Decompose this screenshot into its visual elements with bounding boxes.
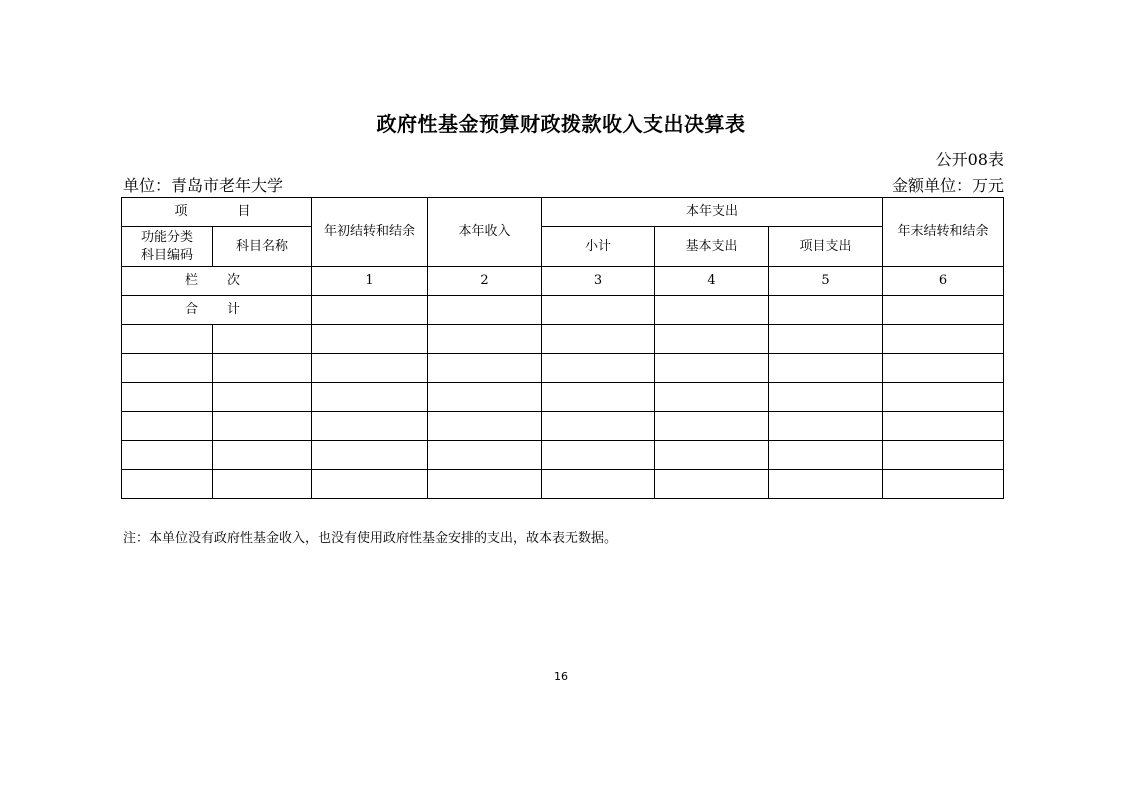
table-cell bbox=[883, 441, 1004, 470]
table-cell bbox=[312, 441, 428, 470]
table-row bbox=[122, 383, 1004, 412]
table-cell bbox=[312, 470, 428, 499]
table-row bbox=[122, 354, 1004, 383]
table-cell bbox=[769, 354, 883, 383]
column-index-cell: 6 bbox=[883, 267, 1004, 296]
table-cell bbox=[769, 412, 883, 441]
table-cell bbox=[122, 470, 213, 499]
table-cell bbox=[883, 412, 1004, 441]
table-cell bbox=[312, 325, 428, 354]
total-label: 合 计 bbox=[122, 296, 312, 325]
table-cell bbox=[428, 470, 542, 499]
table-cell bbox=[769, 383, 883, 412]
table-cell bbox=[655, 412, 769, 441]
column-index-cell: 3 bbox=[542, 267, 655, 296]
table-cell bbox=[213, 470, 312, 499]
table-cell bbox=[883, 470, 1004, 499]
table-cell bbox=[769, 470, 883, 499]
table-cell bbox=[883, 383, 1004, 412]
table-cell bbox=[428, 441, 542, 470]
table-cell bbox=[542, 412, 655, 441]
table-cell bbox=[122, 441, 213, 470]
blank-rows bbox=[122, 325, 1004, 499]
header-project-expense: 项目支出 bbox=[769, 227, 883, 267]
total-cell bbox=[883, 296, 1004, 325]
table-cell bbox=[213, 354, 312, 383]
table-cell bbox=[542, 441, 655, 470]
table-cell bbox=[655, 325, 769, 354]
table-cell bbox=[428, 354, 542, 383]
total-cell bbox=[542, 296, 655, 325]
column-index-row bbox=[122, 267, 1004, 296]
header-expense: 本年支出 bbox=[542, 198, 883, 227]
header-closing-balance: 年末结转和结余 bbox=[883, 198, 1004, 267]
table-cell bbox=[213, 383, 312, 412]
table-cell bbox=[655, 470, 769, 499]
document-title: 政府性基金预算财政拨款收入支出决算表 bbox=[376, 112, 746, 136]
table-cell bbox=[769, 441, 883, 470]
table-cell bbox=[428, 383, 542, 412]
total-row bbox=[122, 296, 1004, 325]
column-index-label: 栏 次 bbox=[122, 267, 312, 296]
table-cell bbox=[213, 325, 312, 354]
table-cell bbox=[213, 441, 312, 470]
table-cell bbox=[769, 325, 883, 354]
table-cell bbox=[655, 441, 769, 470]
header-subject-name: 科目名称 bbox=[213, 227, 312, 267]
table-cell bbox=[312, 383, 428, 412]
total-cell bbox=[312, 296, 428, 325]
table-cell bbox=[655, 383, 769, 412]
table-cell bbox=[883, 354, 1004, 383]
header-row-1 bbox=[122, 198, 1004, 227]
table-row bbox=[122, 441, 1004, 470]
table-cell bbox=[312, 412, 428, 441]
table-cell bbox=[122, 383, 213, 412]
column-index-cell: 4 bbox=[655, 267, 769, 296]
header-func-class-line1: 功能分类 bbox=[140, 229, 193, 245]
header-func-class-line2: 科目编码 bbox=[140, 247, 193, 263]
unit-label: 单位：青岛市老年大学 bbox=[123, 176, 284, 195]
table-cell bbox=[542, 470, 655, 499]
header-basic-expense: 基本支出 bbox=[655, 227, 769, 267]
table-cell bbox=[542, 383, 655, 412]
column-index-cell: 1 bbox=[312, 267, 428, 296]
header-func-class-code bbox=[122, 227, 213, 267]
total-cell bbox=[769, 296, 883, 325]
table-cell bbox=[428, 412, 542, 441]
table-cell bbox=[122, 325, 213, 354]
amount-unit-label: 金额单位：万元 bbox=[891, 176, 1004, 195]
total-cell bbox=[428, 296, 542, 325]
table-row bbox=[122, 412, 1004, 441]
header-row-2 bbox=[122, 227, 1004, 267]
header-item: 项 目 bbox=[122, 198, 312, 227]
page-number: 16 bbox=[554, 670, 568, 683]
total-cell bbox=[655, 296, 769, 325]
header-opening-balance: 年初结转和结余 bbox=[312, 198, 428, 267]
table-cell bbox=[542, 354, 655, 383]
table-cell bbox=[122, 412, 213, 441]
table-cell bbox=[213, 412, 312, 441]
table-cell bbox=[122, 354, 213, 383]
header-income: 本年收入 bbox=[428, 198, 542, 267]
table-cell bbox=[312, 354, 428, 383]
table-row bbox=[122, 470, 1004, 499]
header-subtotal: 小计 bbox=[542, 227, 655, 267]
table-cell bbox=[883, 325, 1004, 354]
table-cell bbox=[655, 354, 769, 383]
table-row bbox=[122, 325, 1004, 354]
column-index-cell: 5 bbox=[769, 267, 883, 296]
budget-table bbox=[121, 197, 1004, 499]
footnote: 注：本单位没有政府性基金收入，也没有使用政府性基金安排的支出，故本表无数据。 bbox=[123, 531, 618, 546]
table-cell bbox=[542, 325, 655, 354]
column-index-cell: 2 bbox=[428, 267, 542, 296]
form-number: 公开08表 bbox=[935, 150, 1004, 169]
table-cell bbox=[428, 325, 542, 354]
